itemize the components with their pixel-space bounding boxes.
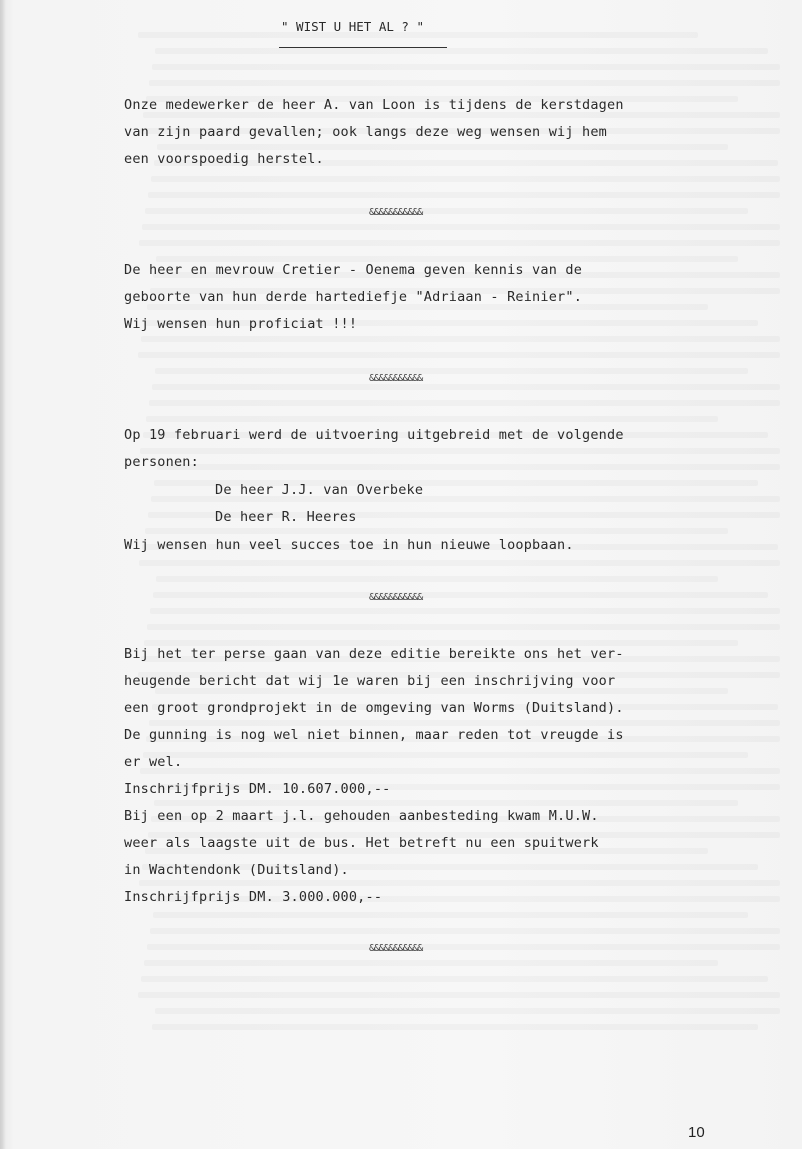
bleed-through-line [139, 560, 780, 566]
bleed-through-line [145, 208, 748, 214]
bleed-through-line [138, 992, 780, 998]
text-line: heugende bericht dat wij 1e waren bij een inschrijving voor [124, 673, 616, 689]
bleed-through-line [150, 608, 780, 614]
page-title: " WIST U HET AL ? " [281, 19, 424, 34]
bleed-through-line [149, 400, 780, 406]
bleed-through-line [142, 224, 780, 230]
bleed-through-line [147, 944, 780, 950]
bleed-through-line [154, 800, 738, 806]
bleed-through-line [147, 624, 780, 630]
bleed-through-line [153, 592, 768, 598]
section-separator: &&&&&&&&&&& [369, 943, 423, 954]
bleed-through-line [138, 352, 780, 358]
bleed-through-line [155, 48, 768, 54]
bleed-through-line [152, 384, 780, 390]
text-line: Inschrijfprijs DM. 3.000.000,-- [124, 889, 383, 905]
bleed-through-line [157, 144, 728, 150]
text-line: Wij wensen hun proficiat !!! [124, 316, 358, 332]
text-line: Onze medewerker de heer A. van Loon is tijdens de kerstdagen [124, 97, 624, 113]
title-underline [279, 47, 447, 48]
text-line: Wij wensen hun veel succes toe in hun nieuwe loopbaan. [124, 537, 574, 553]
text-line: er wel. [124, 754, 183, 770]
page-edge-shadow [0, 0, 6, 1149]
text-line: een voorspoedig herstel. [124, 151, 324, 167]
text-line: Inschrijfprijs DM. 10.607.000,-- [124, 781, 391, 797]
bleed-through-line [141, 336, 780, 342]
text-line: van zijn paard gevallen; ook langs deze weg wensen wij hem [124, 124, 608, 140]
text-line: weer als laagste uit de bus. Het betreft nu een spuitwerk [124, 835, 599, 851]
bleed-through-line [152, 1024, 758, 1030]
bleed-through-line [151, 176, 780, 182]
bleed-through-line [149, 80, 780, 86]
text-line: personen: [124, 454, 199, 470]
bleed-through-line [139, 240, 780, 246]
bleed-through-line [157, 464, 780, 470]
text-line: De gunning is nog wel niet binnen, maar reden tot vreugde is [124, 727, 624, 743]
text-line: Bij een op 2 maart j.l. gehouden aanbesteding kwam M.U.W. [124, 808, 599, 824]
bleed-through-line [145, 528, 728, 534]
text-line: Bij het ter perse gaan van deze editie bereikte ons het ver- [124, 646, 624, 662]
page-number: 10 [688, 1124, 705, 1141]
bleed-through-line [143, 752, 748, 758]
bleed-through-line [140, 768, 780, 774]
bleed-through-line [150, 928, 780, 934]
bleed-through-line [155, 1008, 780, 1014]
bleed-through-line [149, 720, 780, 726]
bleed-through-line [140, 448, 780, 454]
text-line: geboorte van hun derde hartediefje "Adriaan - Reinier". [124, 289, 583, 305]
bleed-through-line [155, 368, 748, 374]
bleed-through-line [141, 976, 768, 982]
text-line: De heer en mevrouw Cretier - Oenema geven kennis van de [124, 262, 583, 278]
text-line: Op 19 februari werd de uitvoering uitgebreid met de volgende [124, 427, 624, 443]
bleed-through-line [146, 416, 718, 422]
bleed-through-line [148, 192, 780, 198]
bleed-through-line [139, 880, 780, 886]
bleed-through-line [152, 64, 780, 70]
text-line: De heer J.J. van Overbeke [215, 482, 424, 498]
text-line: in Wachtendonk (Duitsland). [124, 862, 349, 878]
bleed-through-line [153, 912, 748, 918]
bleed-through-line [156, 576, 718, 582]
section-separator: &&&&&&&&&&& [369, 207, 423, 218]
section-separator: &&&&&&&&&&& [369, 592, 423, 603]
section-separator: &&&&&&&&&&& [369, 373, 423, 384]
bleed-through-line [144, 960, 718, 966]
text-line: De heer R. Heeres [215, 509, 357, 525]
text-line: een groot grondprojekt in de omgeving van Worms (Duitsland). [124, 700, 624, 716]
